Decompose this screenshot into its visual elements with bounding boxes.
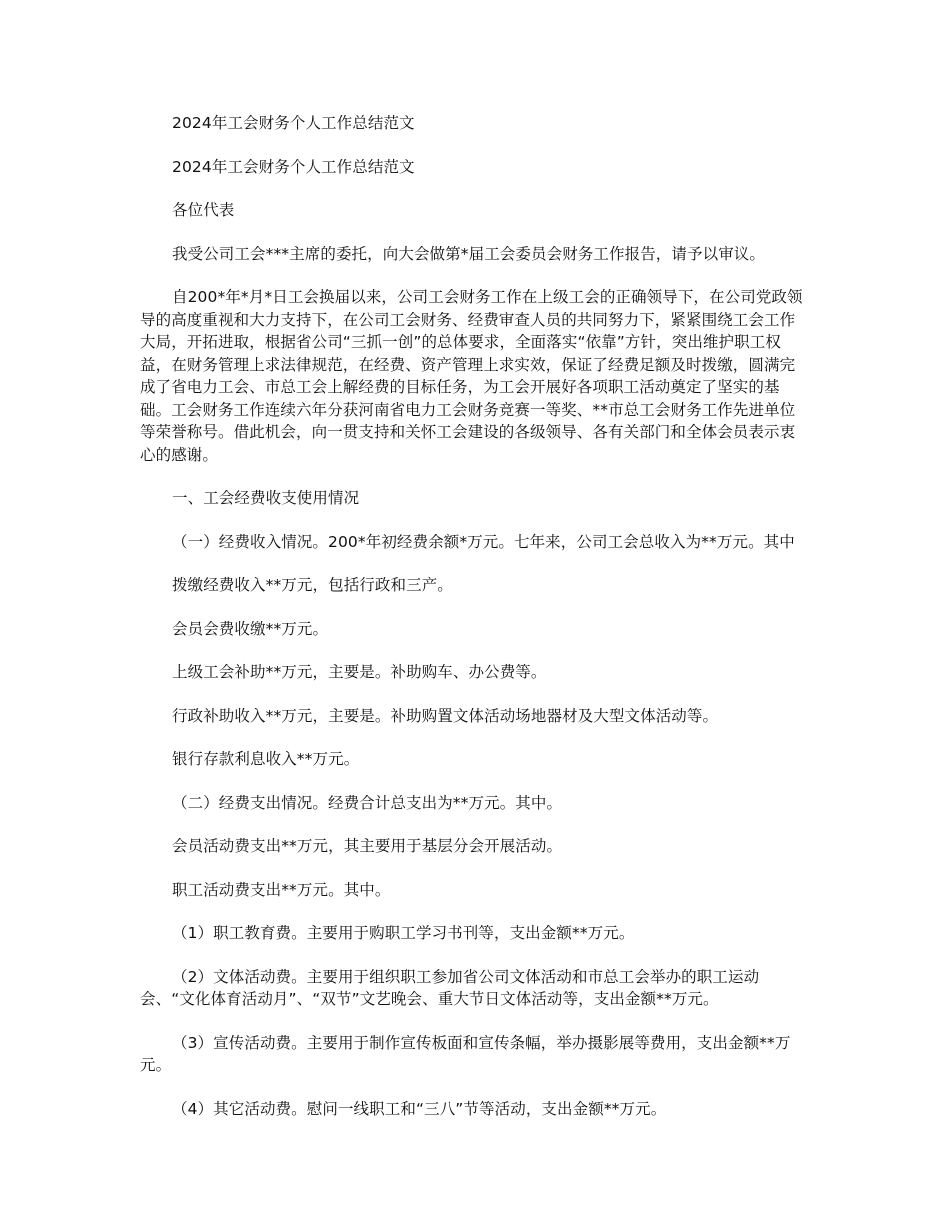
paragraph-income: （一）经费收入情况。200*年初经费余额*万元。七年来，公司工会总收入为**万元。其中 [172, 532, 795, 551]
paragraph-expense: （二）经费支出情况。经费合计总支出为**万元。其中。 [172, 793, 563, 812]
document-subtitle: 2024年工会财务个人工作总结范文 [172, 157, 415, 176]
paragraph-income-item-5: 银行存款利息收入**万元。 [172, 750, 360, 768]
paragraph-expense-sub-1: （1）职工教育费。主要用于购职工学习书刊等，支出金额**万元。 [172, 924, 635, 942]
document-title: 2024年工会财务个人工作总结范文 [172, 114, 415, 132]
paragraph-income-item-3: 上级工会补助**万元，主要是。补助购车、办公费等。 [172, 663, 547, 681]
paragraph-summary: 自200*年*月*日工会换届以来，公司工会财务工作在上级工会的正确领导下，在公司党政领导的高度重视和大力支持下，在公司工会财务、经费审查人员的共同努力下，紧紧围绕工会工作大局，开拓进取，根据省公司“三抓一创”的总体要求，全面落实“依靠”方针，突出维护职工权益，在财务管理上求法律规范，在经费、资产管理上求实效，保证了经费足额及时拨缴，圆满完成了省电力工会、市总工会上解经费的目标任务，为工会开展好各项职工活动奠定了坚实的基础。工会财务工作连续六年分获河南省电力工会财务竞赛一等奖、**市总工会财务工作先进单位等荣誉称号。借此机会，向一贯支持和关怀工会建设的各级领导、各有关部门和全体会员表示衷心的感谢。 [140, 288, 803, 464]
section-heading-1: 一、工会经费收支使用情况 [172, 489, 360, 507]
paragraph-expense-sub-3: （3）宣传活动费。主要用于制作宣传板面和宣传条幅，举办摄影展等费用，支出金额**万元。 [140, 1033, 791, 1074]
paragraph-income-item-1: 拨缴经费收入**万元，包括行政和三产。 [172, 576, 453, 594]
paragraph-income-item-4: 行政补助收入**万元，主要是。补助购置文体活动场地器材及大型文体活动等。 [172, 706, 719, 725]
paragraph-expense-item-2: 职工活动费支出**万元。其中。 [172, 880, 391, 899]
paragraph-expense-sub-4: （4）其它活动费。慰问一线职工和“三八”节等活动，支出金额**万元。 [172, 1099, 667, 1118]
paragraph-intro: 我受公司工会***主席的委托，向大会做第*届工会委员会财务工作报告，请予以审议。 [172, 244, 766, 263]
paragraph-income-item-2: 会员会费收缴**万元。 [172, 619, 329, 638]
paragraph-expense-item-1: 会员活动费支出**万元，其主要用于基层分会开展活动。 [172, 837, 563, 855]
document-page [140, 112, 810, 1141]
paragraph-salutation: 各位代表 [172, 201, 235, 219]
paragraph-expense-sub-2: （2）文体活动费。主要用于组织职工参加省公司文体活动和市总工会举办的职工运动会、“文化体育活动月”、“双节”文艺晚会、重大节日文体活动等，支出金额**万元。 [140, 967, 760, 1008]
